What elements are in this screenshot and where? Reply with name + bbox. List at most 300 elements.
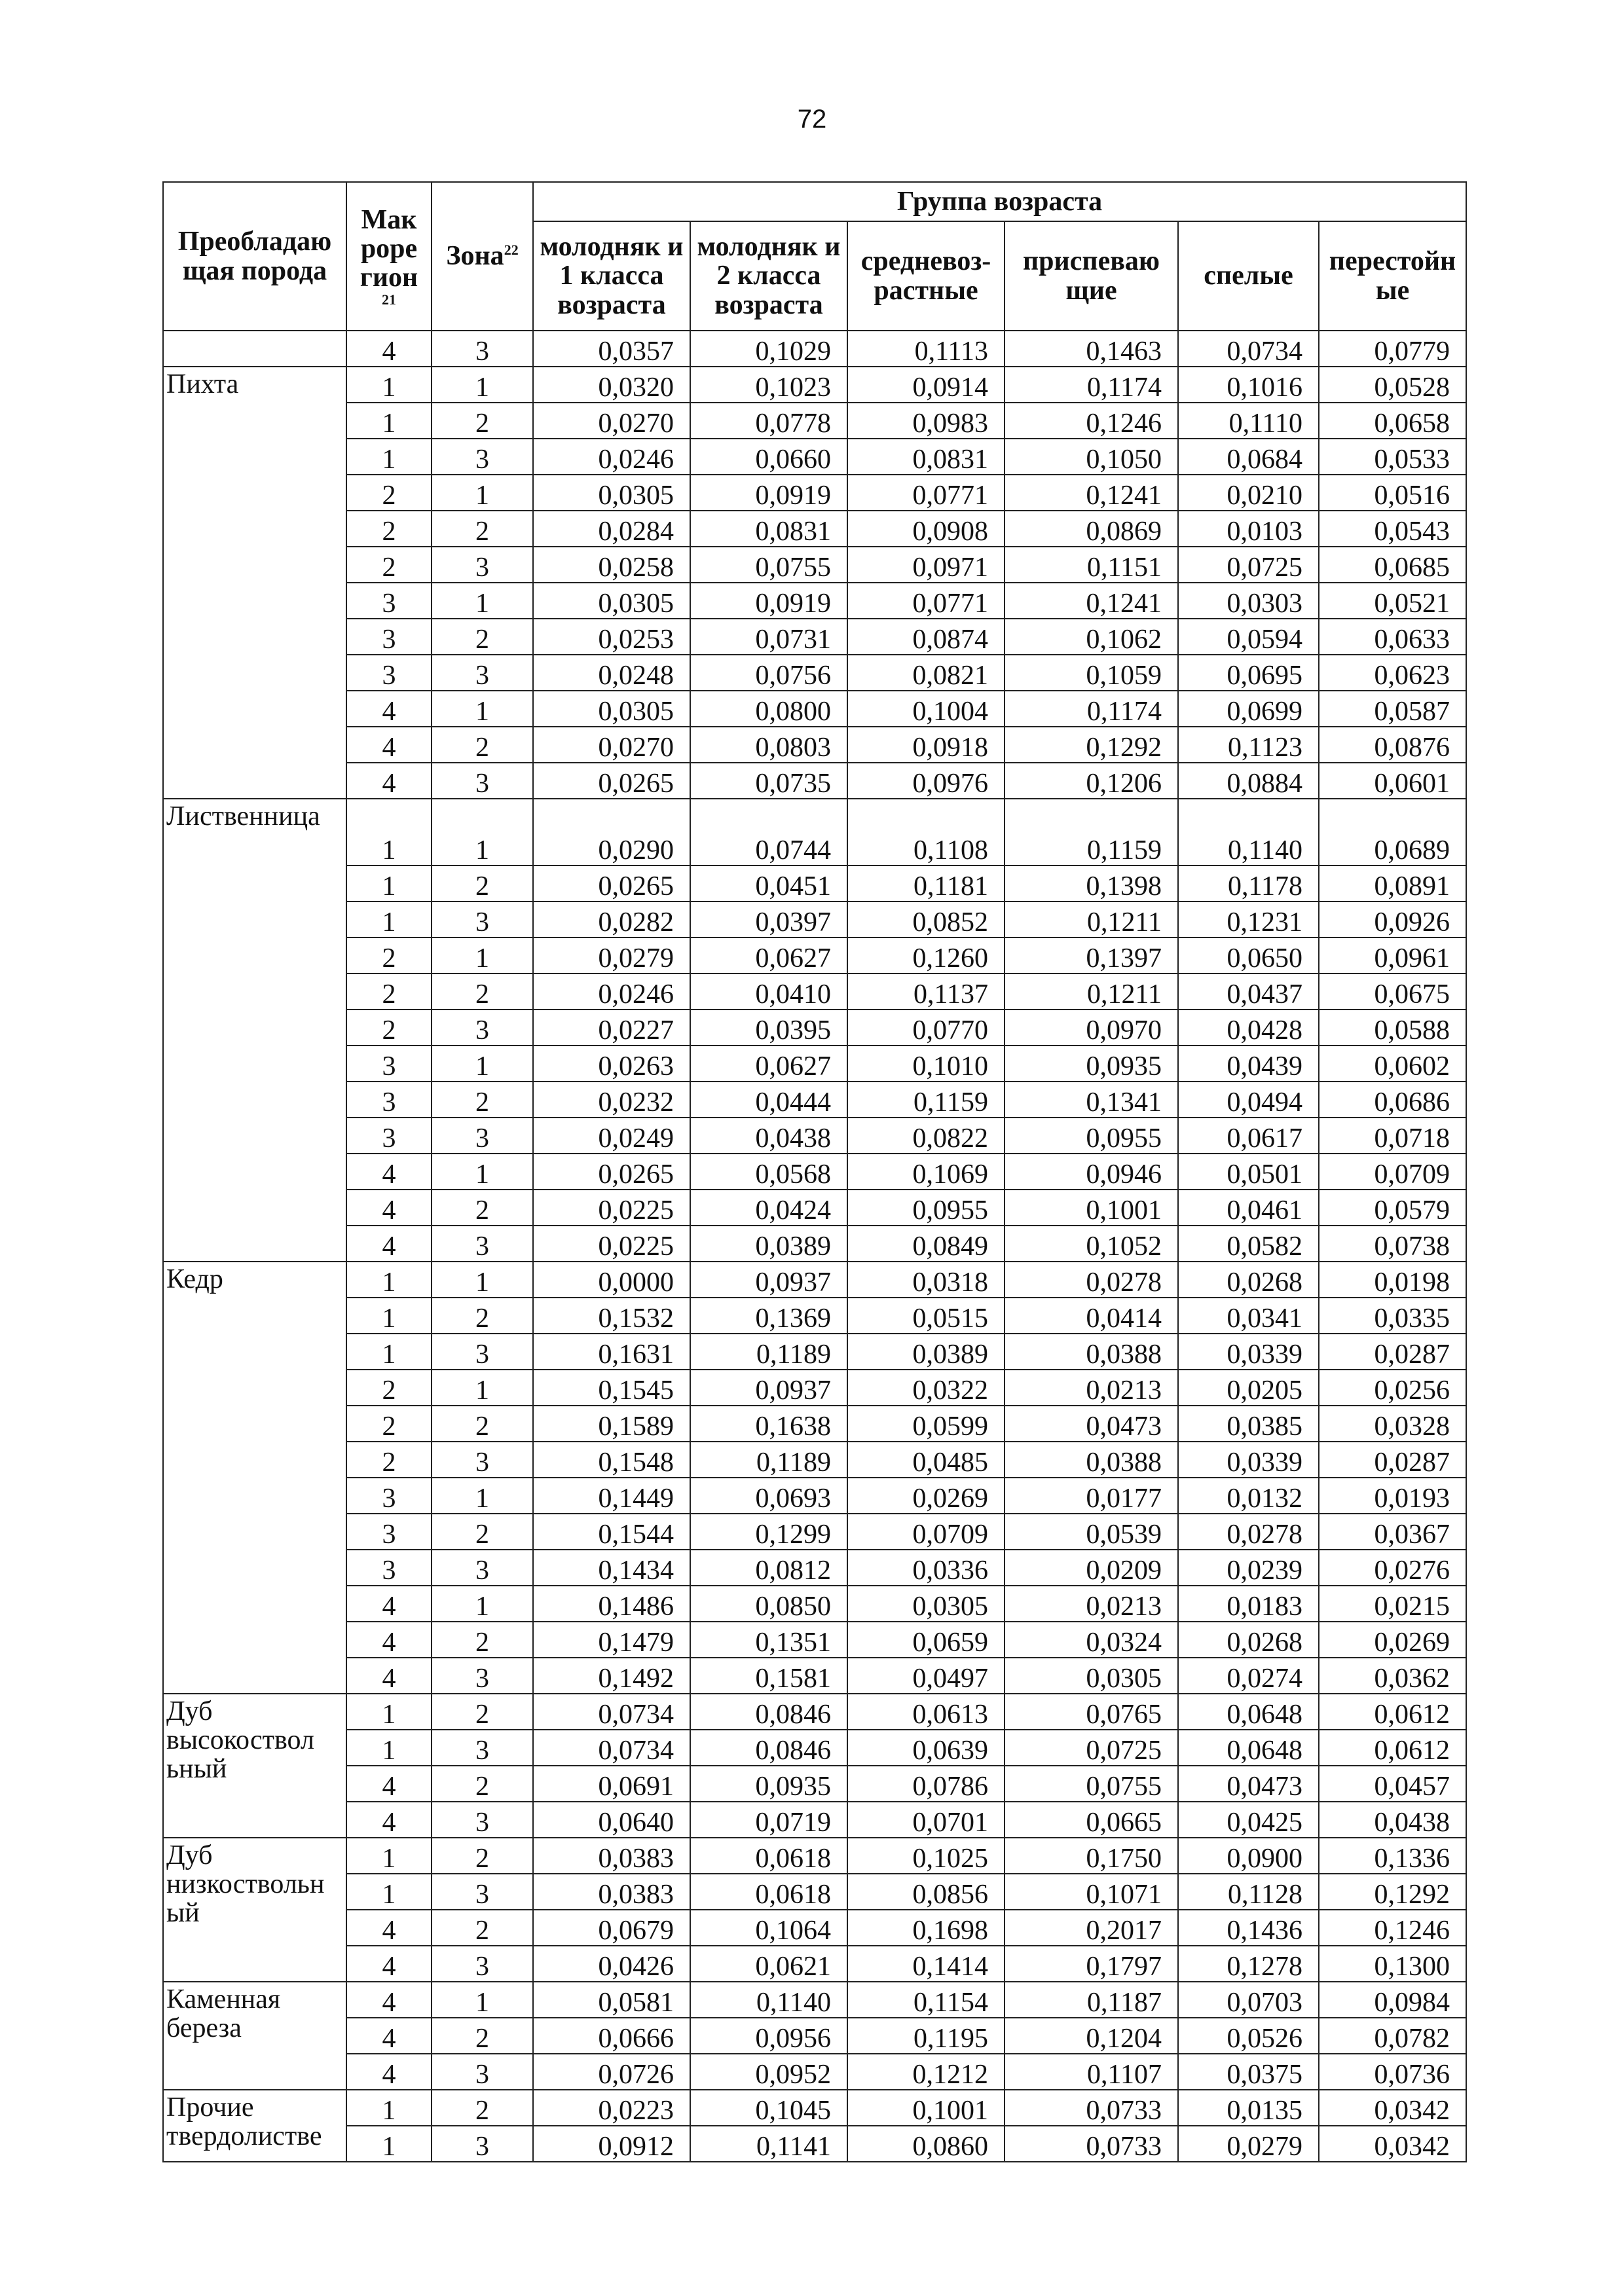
coefficient-cell: 0,0383 bbox=[533, 1838, 690, 1874]
table-row bbox=[163, 1082, 1466, 1118]
coefficient-cell: 0,0388 bbox=[1005, 1334, 1178, 1370]
coefficient-cell: 0,1369 bbox=[690, 1298, 847, 1334]
zone-cell: 3 bbox=[432, 439, 533, 475]
species-cell: Кедр bbox=[163, 1262, 346, 1694]
coefficient-cell: 0,0000 bbox=[533, 1262, 690, 1298]
coefficient-cell: 0,0515 bbox=[847, 1298, 1005, 1334]
coefficient-cell: 0,0342 bbox=[1319, 2126, 1466, 2162]
coefficient-cell: 0,0726 bbox=[533, 2054, 690, 2090]
coefficient-cell: 0,1241 bbox=[1005, 475, 1178, 511]
coefficient-cell: 0,0771 bbox=[847, 475, 1005, 511]
coefficient-cell: 0,0648 bbox=[1178, 1730, 1319, 1766]
macroregion-cell: 4 bbox=[346, 1910, 432, 1946]
table-row bbox=[163, 866, 1466, 902]
species-cell: Дуб низкоствольн ый bbox=[163, 1838, 346, 1982]
coefficient-cell: 0,0213 bbox=[1005, 1370, 1178, 1406]
coefficient-cell: 0,1797 bbox=[1005, 1946, 1178, 1982]
table-row bbox=[163, 511, 1466, 547]
coefficient-cell: 0,0461 bbox=[1178, 1190, 1319, 1226]
coefficient-cell: 0,0756 bbox=[690, 655, 847, 691]
coefficient-cell: 0,0984 bbox=[1319, 1982, 1466, 2018]
zone-cell: 2 bbox=[432, 1298, 533, 1334]
coefficient-cell: 0,0388 bbox=[1005, 1442, 1178, 1478]
coefficient-cell: 0,0225 bbox=[533, 1190, 690, 1226]
coefficient-cell: 0,0526 bbox=[1178, 2018, 1319, 2054]
coefficient-cell: 0,0685 bbox=[1319, 547, 1466, 583]
coefficient-cell: 0,0437 bbox=[1178, 974, 1319, 1010]
table-row bbox=[163, 1766, 1466, 1802]
macroregion-cell: 1 bbox=[346, 902, 432, 938]
coefficient-cell: 0,1023 bbox=[690, 367, 847, 403]
table-row bbox=[163, 2018, 1466, 2054]
coefficient-cell: 0,0339 bbox=[1178, 1334, 1319, 1370]
coefficient-cell: 0,0946 bbox=[1005, 1154, 1178, 1190]
macroregion-cell: 3 bbox=[346, 1082, 432, 1118]
coefficient-cell: 0,0876 bbox=[1319, 727, 1466, 763]
coefficient-cell: 0,1436 bbox=[1178, 1910, 1319, 1946]
coefficient-cell: 0,0718 bbox=[1319, 1118, 1466, 1154]
coefficient-cell: 0,0912 bbox=[533, 2126, 690, 2162]
zone-cell: 3 bbox=[432, 1658, 533, 1694]
macroregion-cell: 1 bbox=[346, 367, 432, 403]
coefficient-cell: 0,1001 bbox=[1005, 1190, 1178, 1226]
macroregion-cell: 1 bbox=[346, 1874, 432, 1910]
coefficient-cell: 0,0438 bbox=[690, 1118, 847, 1154]
table-row bbox=[163, 691, 1466, 727]
coefficient-cell: 0,0223 bbox=[533, 2090, 690, 2126]
coefficient-cell: 0,0956 bbox=[690, 2018, 847, 2054]
macroregion-cell: 1 bbox=[346, 1298, 432, 1334]
zone-cell: 3 bbox=[432, 1442, 533, 1478]
coefficient-cell: 0,0268 bbox=[1178, 1622, 1319, 1658]
coefficient-cell: 0,0971 bbox=[847, 547, 1005, 583]
table-row bbox=[163, 367, 1466, 403]
table-row bbox=[163, 1262, 1466, 1298]
coefficient-cell: 0,1492 bbox=[533, 1658, 690, 1694]
coefficient-cell: 0,1581 bbox=[690, 1658, 847, 1694]
coefficient-cell: 0,0587 bbox=[1319, 691, 1466, 727]
coefficient-cell: 0,1486 bbox=[533, 1586, 690, 1622]
macroregion-cell: 1 bbox=[346, 1694, 432, 1730]
coefficient-cell: 0,0397 bbox=[690, 902, 847, 938]
table-row bbox=[163, 1874, 1466, 1910]
coefficient-cell: 0,0246 bbox=[533, 974, 690, 1010]
coefficient-cell: 0,0232 bbox=[533, 1082, 690, 1118]
zone-cell: 1 bbox=[432, 1262, 533, 1298]
zone-cell: 3 bbox=[432, 1226, 533, 1262]
coefficient-cell: 0,1246 bbox=[1005, 403, 1178, 439]
coefficient-cell: 0,0389 bbox=[690, 1226, 847, 1262]
coefficient-cell: 0,0779 bbox=[1319, 331, 1466, 367]
coefficient-cell: 0,0473 bbox=[1178, 1766, 1319, 1802]
macroregion-cell: 3 bbox=[346, 583, 432, 619]
coefficient-cell: 0,0249 bbox=[533, 1118, 690, 1154]
coefficient-cell: 0,0258 bbox=[533, 547, 690, 583]
table-row bbox=[163, 547, 1466, 583]
table-row bbox=[163, 1910, 1466, 1946]
zone-cell: 3 bbox=[432, 1802, 533, 1838]
zone-cell: 2 bbox=[432, 403, 533, 439]
coefficient-cell: 0,1045 bbox=[690, 2090, 847, 2126]
page-number: 72 bbox=[797, 105, 827, 134]
coefficient-cell: 0,0132 bbox=[1178, 1478, 1319, 1514]
coefficient-cell: 0,0914 bbox=[847, 367, 1005, 403]
table-row bbox=[163, 1622, 1466, 1658]
macroregion-cell: 3 bbox=[346, 1514, 432, 1550]
zone-cell: 2 bbox=[432, 1694, 533, 1730]
zone-cell: 2 bbox=[432, 2018, 533, 2054]
coefficient-cell: 0,0695 bbox=[1178, 655, 1319, 691]
coefficient-cell: 0,0689 bbox=[1319, 799, 1466, 866]
coefficient-cell: 0,0935 bbox=[690, 1766, 847, 1802]
coefficient-cell: 0,1479 bbox=[533, 1622, 690, 1658]
coefficient-cell: 0,0693 bbox=[690, 1478, 847, 1514]
coefficient-cell: 0,0265 bbox=[533, 1154, 690, 1190]
macroregion-cell: 4 bbox=[346, 763, 432, 799]
macroregion-cell: 1 bbox=[346, 1730, 432, 1766]
zone-cell: 3 bbox=[432, 2126, 533, 2162]
zone-cell: 3 bbox=[432, 1334, 533, 1370]
header-age-col: молодняк и 1 класса возраста bbox=[533, 221, 690, 331]
table-row bbox=[163, 938, 1466, 974]
macroregion-cell: 2 bbox=[346, 1442, 432, 1478]
macroregion-cell: 2 bbox=[346, 475, 432, 511]
coefficient-cell: 0,1154 bbox=[847, 1982, 1005, 2018]
coefficient-cell: 0,0852 bbox=[847, 902, 1005, 938]
coefficient-cell: 0,0976 bbox=[847, 763, 1005, 799]
zone-cell: 1 bbox=[432, 1046, 533, 1082]
coefficient-cell: 0,0256 bbox=[1319, 1370, 1466, 1406]
coefficient-cell: 0,0305 bbox=[533, 475, 690, 511]
header-macroregion-footnote: 21 bbox=[382, 291, 396, 308]
coefficient-cell: 0,0385 bbox=[1178, 1406, 1319, 1442]
macroregion-cell: 4 bbox=[346, 1802, 432, 1838]
coefficient-cell: 0,0874 bbox=[847, 619, 1005, 655]
coefficient-cell: 0,0918 bbox=[847, 727, 1005, 763]
coefficient-cell: 0,0782 bbox=[1319, 2018, 1466, 2054]
zone-cell: 3 bbox=[432, 1874, 533, 1910]
zone-cell: 1 bbox=[432, 475, 533, 511]
coefficient-cell: 0,0860 bbox=[847, 2126, 1005, 2162]
coefficient-cell: 0,0659 bbox=[847, 1622, 1005, 1658]
header-macroregion-label: Мак роре гион bbox=[360, 204, 418, 293]
coefficient-cell: 0,0599 bbox=[847, 1406, 1005, 1442]
coefficient-cell: 0,1292 bbox=[1319, 1874, 1466, 1910]
table-row bbox=[163, 1334, 1466, 1370]
header-age-col: приспеваю щие bbox=[1005, 221, 1178, 331]
coefficient-cell: 0,0210 bbox=[1178, 475, 1319, 511]
coefficient-cell: 0,0533 bbox=[1319, 439, 1466, 475]
coefficient-cell: 0,0744 bbox=[690, 799, 847, 866]
species-cell: Пихта bbox=[163, 367, 346, 799]
coefficient-cell: 0,0428 bbox=[1178, 1010, 1319, 1046]
coefficient-cell: 0,0135 bbox=[1178, 2090, 1319, 2126]
coefficient-cell: 0,1414 bbox=[847, 1946, 1005, 1982]
coefficient-cell: 0,0177 bbox=[1005, 1478, 1178, 1514]
coefficient-cell: 0,0648 bbox=[1178, 1694, 1319, 1730]
table-row bbox=[163, 799, 1466, 866]
coefficient-cell: 0,0650 bbox=[1178, 938, 1319, 974]
coefficient-cell: 0,0850 bbox=[690, 1586, 847, 1622]
coefficient-cell: 0,0955 bbox=[1005, 1118, 1178, 1154]
coefficient-cell: 0,0618 bbox=[690, 1838, 847, 1874]
zone-cell: 1 bbox=[432, 1370, 533, 1406]
macroregion-cell: 1 bbox=[346, 1262, 432, 1298]
coefficient-cell: 0,1231 bbox=[1178, 902, 1319, 938]
table-row bbox=[163, 1154, 1466, 1190]
zone-cell: 3 bbox=[432, 2054, 533, 2090]
table-row bbox=[163, 2090, 1466, 2126]
macroregion-cell: 4 bbox=[346, 1946, 432, 1982]
macroregion-cell: 4 bbox=[346, 331, 432, 367]
coefficient-cell: 0,0246 bbox=[533, 439, 690, 475]
coefficient-cell: 0,0970 bbox=[1005, 1010, 1178, 1046]
coefficient-cell: 0,0849 bbox=[847, 1226, 1005, 1262]
coefficient-cell: 0,0602 bbox=[1319, 1046, 1466, 1082]
zone-cell: 1 bbox=[432, 583, 533, 619]
coefficient-cell: 0,0684 bbox=[1178, 439, 1319, 475]
zone-cell: 3 bbox=[432, 547, 533, 583]
table-row bbox=[163, 475, 1466, 511]
coefficient-cell: 0,0438 bbox=[1319, 1802, 1466, 1838]
coefficient-cell: 0,1113 bbox=[847, 331, 1005, 367]
zone-cell: 3 bbox=[432, 331, 533, 367]
coefficient-cell: 0,0521 bbox=[1319, 583, 1466, 619]
coefficient-cell: 0,0528 bbox=[1319, 367, 1466, 403]
table-row bbox=[163, 1370, 1466, 1406]
coefficient-cell: 0,0425 bbox=[1178, 1802, 1319, 1838]
coefficient-cell: 0,0268 bbox=[1178, 1262, 1319, 1298]
coefficient-cell: 0,0665 bbox=[1005, 1802, 1178, 1838]
coefficient-cell: 0,0612 bbox=[1319, 1694, 1466, 1730]
zone-cell: 1 bbox=[432, 691, 533, 727]
coefficient-cell: 0,0900 bbox=[1178, 1838, 1319, 1874]
coefficient-cell: 0,1631 bbox=[533, 1334, 690, 1370]
coefficient-cell: 0,0701 bbox=[847, 1802, 1005, 1838]
coefficient-cell: 0,0955 bbox=[847, 1190, 1005, 1226]
coefficient-cell: 0,0666 bbox=[533, 2018, 690, 2054]
coefficient-cell: 0,1544 bbox=[533, 1514, 690, 1550]
coefficient-cell: 0,0239 bbox=[1178, 1550, 1319, 1586]
header-zone bbox=[432, 182, 533, 331]
macroregion-cell: 3 bbox=[346, 619, 432, 655]
coefficient-cell: 0,0342 bbox=[1319, 2090, 1466, 2126]
table-row bbox=[163, 1514, 1466, 1550]
zone-cell: 2 bbox=[432, 1910, 533, 1946]
macroregion-cell: 4 bbox=[346, 1226, 432, 1262]
macroregion-cell: 4 bbox=[346, 1586, 432, 1622]
coefficient-cell: 0,0516 bbox=[1319, 475, 1466, 511]
coefficient-cell: 0,1159 bbox=[1005, 799, 1178, 866]
macroregion-cell: 4 bbox=[346, 1190, 432, 1226]
coefficient-cell: 0,0439 bbox=[1178, 1046, 1319, 1082]
zone-cell: 2 bbox=[432, 619, 533, 655]
coefficient-cell: 0,1025 bbox=[847, 1838, 1005, 1874]
zone-cell: 2 bbox=[432, 1082, 533, 1118]
coefficient-cell: 0,0719 bbox=[690, 1802, 847, 1838]
coefficient-cell: 0,0735 bbox=[690, 763, 847, 799]
coefficient-cell: 0,0253 bbox=[533, 619, 690, 655]
table-row bbox=[163, 1226, 1466, 1262]
zone-cell: 1 bbox=[432, 367, 533, 403]
macroregion-cell: 2 bbox=[346, 511, 432, 547]
coefficient-cell: 0,0335 bbox=[1319, 1298, 1466, 1334]
coefficient-cell: 0,0209 bbox=[1005, 1550, 1178, 1586]
coefficient-cell: 0,1397 bbox=[1005, 938, 1178, 974]
coefficient-cell: 0,0755 bbox=[690, 547, 847, 583]
coefficient-cell: 0,0891 bbox=[1319, 866, 1466, 902]
coefficient-cell: 0,0765 bbox=[1005, 1694, 1178, 1730]
coefficient-cell: 0,0290 bbox=[533, 799, 690, 866]
coefficient-cell: 0,0278 bbox=[1178, 1514, 1319, 1550]
coefficient-cell: 0,1336 bbox=[1319, 1838, 1466, 1874]
coefficient-cell: 0,0276 bbox=[1319, 1550, 1466, 1586]
species-cell: Дуб высокоствол ьный bbox=[163, 1694, 346, 1838]
coefficient-cell: 0,1189 bbox=[690, 1334, 847, 1370]
coefficient-cell: 0,1052 bbox=[1005, 1226, 1178, 1262]
coefficient-cell: 0,0265 bbox=[533, 866, 690, 902]
coefficient-cell: 0,0627 bbox=[690, 1046, 847, 1082]
coefficient-cell: 0,0937 bbox=[690, 1262, 847, 1298]
coefficient-cell: 0,0248 bbox=[533, 655, 690, 691]
header-age-group: Группа возраста bbox=[533, 182, 1466, 221]
coefficient-cell: 0,0305 bbox=[1005, 1658, 1178, 1694]
coefficient-cell: 0,1071 bbox=[1005, 1874, 1178, 1910]
coefficient-cell: 0,0983 bbox=[847, 403, 1005, 439]
zone-cell: 3 bbox=[432, 763, 533, 799]
coefficient-cell: 0,0633 bbox=[1319, 619, 1466, 655]
table-row bbox=[163, 1694, 1466, 1730]
coefficient-cell: 0,0919 bbox=[690, 583, 847, 619]
coefficient-cell: 0,0821 bbox=[847, 655, 1005, 691]
macroregion-cell: 4 bbox=[346, 1622, 432, 1658]
zone-cell: 3 bbox=[432, 655, 533, 691]
macroregion-cell: 1 bbox=[346, 403, 432, 439]
zone-cell: 1 bbox=[432, 938, 533, 974]
species-cell bbox=[163, 331, 346, 367]
coefficient-cell: 0,0367 bbox=[1319, 1514, 1466, 1550]
macroregion-cell: 2 bbox=[346, 1406, 432, 1442]
macroregion-cell: 4 bbox=[346, 1982, 432, 2018]
coefficient-cell: 0,0318 bbox=[847, 1262, 1005, 1298]
coefficient-cell: 0,1299 bbox=[690, 1514, 847, 1550]
zone-cell: 1 bbox=[432, 1586, 533, 1622]
macroregion-cell: 3 bbox=[346, 1550, 432, 1586]
coefficient-cell: 0,0937 bbox=[690, 1370, 847, 1406]
coefficient-cell: 0,0389 bbox=[847, 1334, 1005, 1370]
coefficient-cell: 0,0812 bbox=[690, 1550, 847, 1586]
coefficient-cell: 0,1050 bbox=[1005, 439, 1178, 475]
coefficient-cell: 0,0497 bbox=[847, 1658, 1005, 1694]
coefficient-cell: 0,1260 bbox=[847, 938, 1005, 974]
coefficient-cell: 0,1300 bbox=[1319, 1946, 1466, 1982]
table-row bbox=[163, 1658, 1466, 1694]
header-age-col: перестойн ые bbox=[1319, 221, 1466, 331]
coefficient-cell: 0,0225 bbox=[533, 1226, 690, 1262]
coefficient-cell: 0,1698 bbox=[847, 1910, 1005, 1946]
coefficient-cell: 0,0612 bbox=[1319, 1730, 1466, 1766]
macroregion-cell: 4 bbox=[346, 1658, 432, 1694]
coefficient-cell: 0,0278 bbox=[1005, 1262, 1178, 1298]
table-row bbox=[163, 1838, 1466, 1874]
coefficient-cell: 0,0103 bbox=[1178, 511, 1319, 547]
table-row bbox=[163, 763, 1466, 799]
zone-cell: 3 bbox=[432, 1946, 533, 1982]
zone-cell: 1 bbox=[432, 799, 533, 866]
coefficient-cell: 0,0501 bbox=[1178, 1154, 1319, 1190]
zone-cell: 2 bbox=[432, 1766, 533, 1802]
coefficient-cell: 0,1212 bbox=[847, 2054, 1005, 2090]
coefficient-cell: 0,1246 bbox=[1319, 1910, 1466, 1946]
coefficient-cell: 0,0375 bbox=[1178, 2054, 1319, 2090]
coefficient-cell: 0,0269 bbox=[1319, 1622, 1466, 1658]
coefficient-cell: 0,0601 bbox=[1319, 763, 1466, 799]
coefficient-cell: 0,1532 bbox=[533, 1298, 690, 1334]
coefficient-table bbox=[162, 181, 1467, 2162]
zone-cell: 3 bbox=[432, 902, 533, 938]
coefficient-cell: 0,0395 bbox=[690, 1010, 847, 1046]
coefficient-cell: 0,1638 bbox=[690, 1406, 847, 1442]
coefficient-cell: 0,0457 bbox=[1319, 1766, 1466, 1802]
coefficient-cell: 0,0287 bbox=[1319, 1442, 1466, 1478]
coefficient-cell: 0,0623 bbox=[1319, 655, 1466, 691]
coefficient-cell: 0,0733 bbox=[1005, 2090, 1178, 2126]
coefficient-cell: 0,1001 bbox=[847, 2090, 1005, 2126]
coefficient-cell: 0,0213 bbox=[1005, 1586, 1178, 1622]
coefficient-cell: 0,0183 bbox=[1178, 1586, 1319, 1622]
zone-cell: 1 bbox=[432, 1982, 533, 2018]
coefficient-cell: 0,1181 bbox=[847, 866, 1005, 902]
zone-cell: 3 bbox=[432, 1010, 533, 1046]
coefficient-cell: 0,1211 bbox=[1005, 902, 1178, 938]
coefficient-cell: 0,0263 bbox=[533, 1046, 690, 1082]
table-row bbox=[163, 2126, 1466, 2162]
coefficient-cell: 0,1151 bbox=[1005, 547, 1178, 583]
coefficient-cell: 0,1341 bbox=[1005, 1082, 1178, 1118]
coefficient-cell: 0,0679 bbox=[533, 1910, 690, 1946]
zone-cell: 2 bbox=[432, 974, 533, 1010]
table-row bbox=[163, 1982, 1466, 2018]
coefficient-cell: 0,0322 bbox=[847, 1370, 1005, 1406]
macroregion-cell: 1 bbox=[346, 866, 432, 902]
species-cell: Прочие твердолистве bbox=[163, 2090, 346, 2162]
header-age-col: молодняк и 2 класса возраста bbox=[690, 221, 847, 331]
coefficient-cell: 0,0383 bbox=[533, 1874, 690, 1910]
coefficient-cell: 0,0215 bbox=[1319, 1586, 1466, 1622]
coefficient-cell: 0,0303 bbox=[1178, 583, 1319, 619]
species-cell: Лиственница bbox=[163, 799, 346, 1262]
coefficient-cell: 0,1174 bbox=[1005, 367, 1178, 403]
coefficient-cell: 0,1589 bbox=[533, 1406, 690, 1442]
coefficient-cell: 0,0539 bbox=[1005, 1514, 1178, 1550]
table-row bbox=[163, 2054, 1466, 2090]
macroregion-cell: 3 bbox=[346, 1046, 432, 1082]
coefficient-cell: 0,0856 bbox=[847, 1874, 1005, 1910]
table-row bbox=[163, 1730, 1466, 1766]
coefficient-cell: 0,1750 bbox=[1005, 1838, 1178, 1874]
coefficient-cell: 0,1016 bbox=[1178, 367, 1319, 403]
coefficient-cell: 0,1110 bbox=[1178, 403, 1319, 439]
table-row bbox=[163, 1946, 1466, 1982]
macroregion-cell: 3 bbox=[346, 655, 432, 691]
coefficient-cell: 0,0617 bbox=[1178, 1118, 1319, 1154]
coefficient-cell: 0,0424 bbox=[690, 1190, 847, 1226]
coefficient-cell: 0,1159 bbox=[847, 1082, 1005, 1118]
coefficient-cell: 0,1064 bbox=[690, 1910, 847, 1946]
zone-cell: 2 bbox=[432, 1406, 533, 1442]
zone-cell: 3 bbox=[432, 1730, 533, 1766]
zone-cell: 2 bbox=[432, 1190, 533, 1226]
